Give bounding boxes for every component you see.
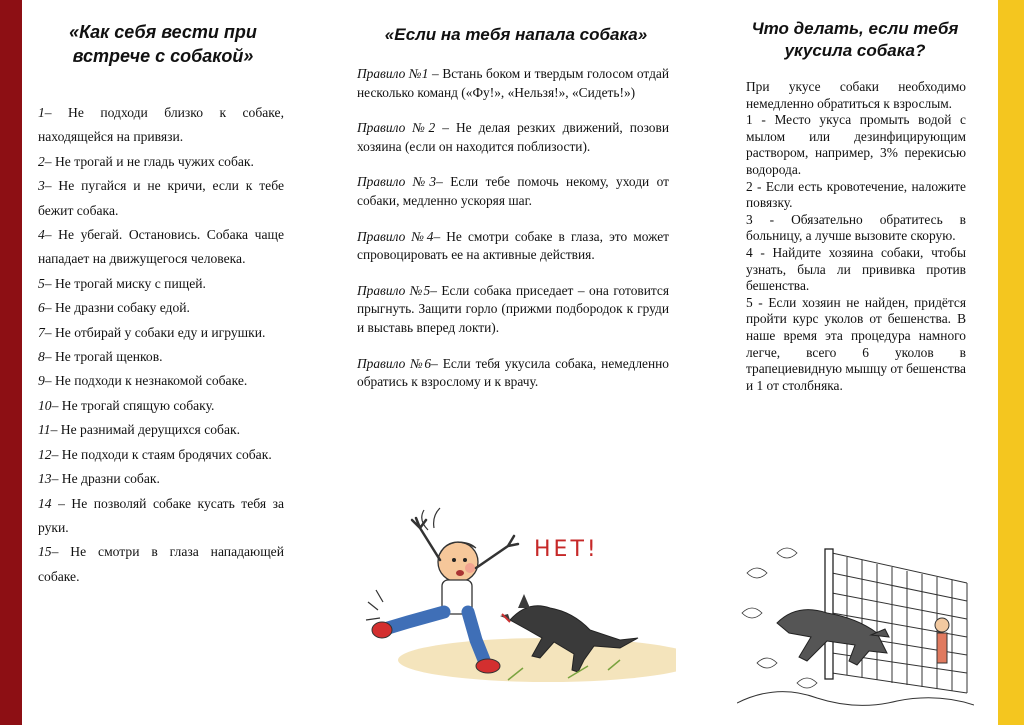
list-item: Правило №4– Не смотри собаке в глаза, это может спровоцировать ее на активные действия. — [357, 228, 669, 263]
dog-attack-rules — [357, 65, 669, 409]
list-item: 3– Не пугайся и не кричи, если к тебе бежит собака. — [38, 178, 284, 218]
left-decorative-stripe — [0, 0, 22, 725]
list-item: 11– Не разнимай дерущихся собак. — [38, 422, 240, 438]
list-item: 15– Не смотри в глаза нападающей собаке. — [38, 544, 284, 584]
list-item: 3 - Обязательно обратитесь в больницу, а лучше вызовите скорую. — [746, 211, 966, 244]
list-item: Правило №1 – Встань боком и твердым голосом отдай несколько команд («Фу!», «Нельзя!», «Сидеть!») — [357, 66, 670, 100]
list-item: 6– Не дразни собаку едой. — [38, 300, 190, 316]
boy-running-from-dog-illustration — [358, 490, 676, 695]
meeting-dog-rules — [38, 101, 284, 589]
dog-bite-title: Что делать, если тебя укусила собака? — [751, 19, 959, 60]
illustration-no-word: НЕТ! — [534, 537, 599, 562]
list-item: 13– Не дразни собак. — [38, 471, 160, 487]
list-item: Правило №3– Если тебе помочь некому, уходи от собаки, медленно ускоряя шаг. — [357, 174, 669, 208]
list-item: 7– Не отбирай у собаки еду и игрушки. — [38, 324, 266, 340]
list-item: 5 - Если хозяин не найден, придётся пройти курс уколов от бешенства. В наше время эта процедура намного легче, всего 6 уколов в трапециевидную мышцу от бешенства и 1 от столбняка. — [746, 294, 966, 393]
meeting-dog-title: «Как себя вести при встрече с собакой» — [69, 22, 257, 66]
list-item: 5– Не трогай миску с пищей. — [38, 275, 206, 291]
list-item: 9– Не подходи к незнакомой собаке. — [38, 373, 248, 389]
dog-bite-instructions — [746, 79, 966, 394]
right-decorative-stripe — [998, 0, 1024, 725]
list-item: 12– Не подходи к стаям бродячих собак. — [38, 446, 272, 462]
list-item: Правило №5– Если собака приседает – она готовится прыгнуть. Защити горло (прижми подбородок к груди и выставь вперед локти). — [357, 282, 669, 335]
dog-attack-title: «Если на тебя напала собака» — [384, 25, 648, 44]
dog-bite-intro: При укусе собаки необходимо немедленно обратиться к взрослым. — [746, 79, 966, 111]
list-item: 10– Не трогай спящую собаку. — [38, 397, 215, 413]
list-item: 2 - Если есть кровотечение, наложите повязку. — [746, 178, 966, 211]
list-item: 4– Не убегай. Остановись. Собака чаще нападает на движущегося человека. — [38, 227, 284, 267]
dog-bite-steps — [746, 112, 966, 394]
list-item: 8– Не трогай щенков. — [38, 349, 163, 365]
list-item: 2– Не трогай и не гладь чужих собак. — [38, 153, 254, 169]
list-item: 1 - Место укуса промыть водой с мылом или дезинфицирующим раствором, например, 3% перекисью водорода. — [746, 112, 966, 177]
list-item: 14 – Не позволяй собаке кусать тебя за руки. — [38, 495, 284, 535]
dog-at-fence-illustration — [737, 533, 974, 713]
list-item: 1– Не подходи близко к собаке, находящейся на привязи. — [38, 105, 284, 145]
list-item: Правило №6– Если тебя укусила собака, немедленно обратись к взрослому и к врачу. — [357, 355, 669, 390]
list-item: Правило №2 – Не делая резких движений, позови хозяина (если он находится поблизости). — [357, 120, 669, 154]
list-item: 4 - Найдите хозяина собаки, чтобы узнать, была ли прививка против бешенства. — [746, 244, 966, 294]
